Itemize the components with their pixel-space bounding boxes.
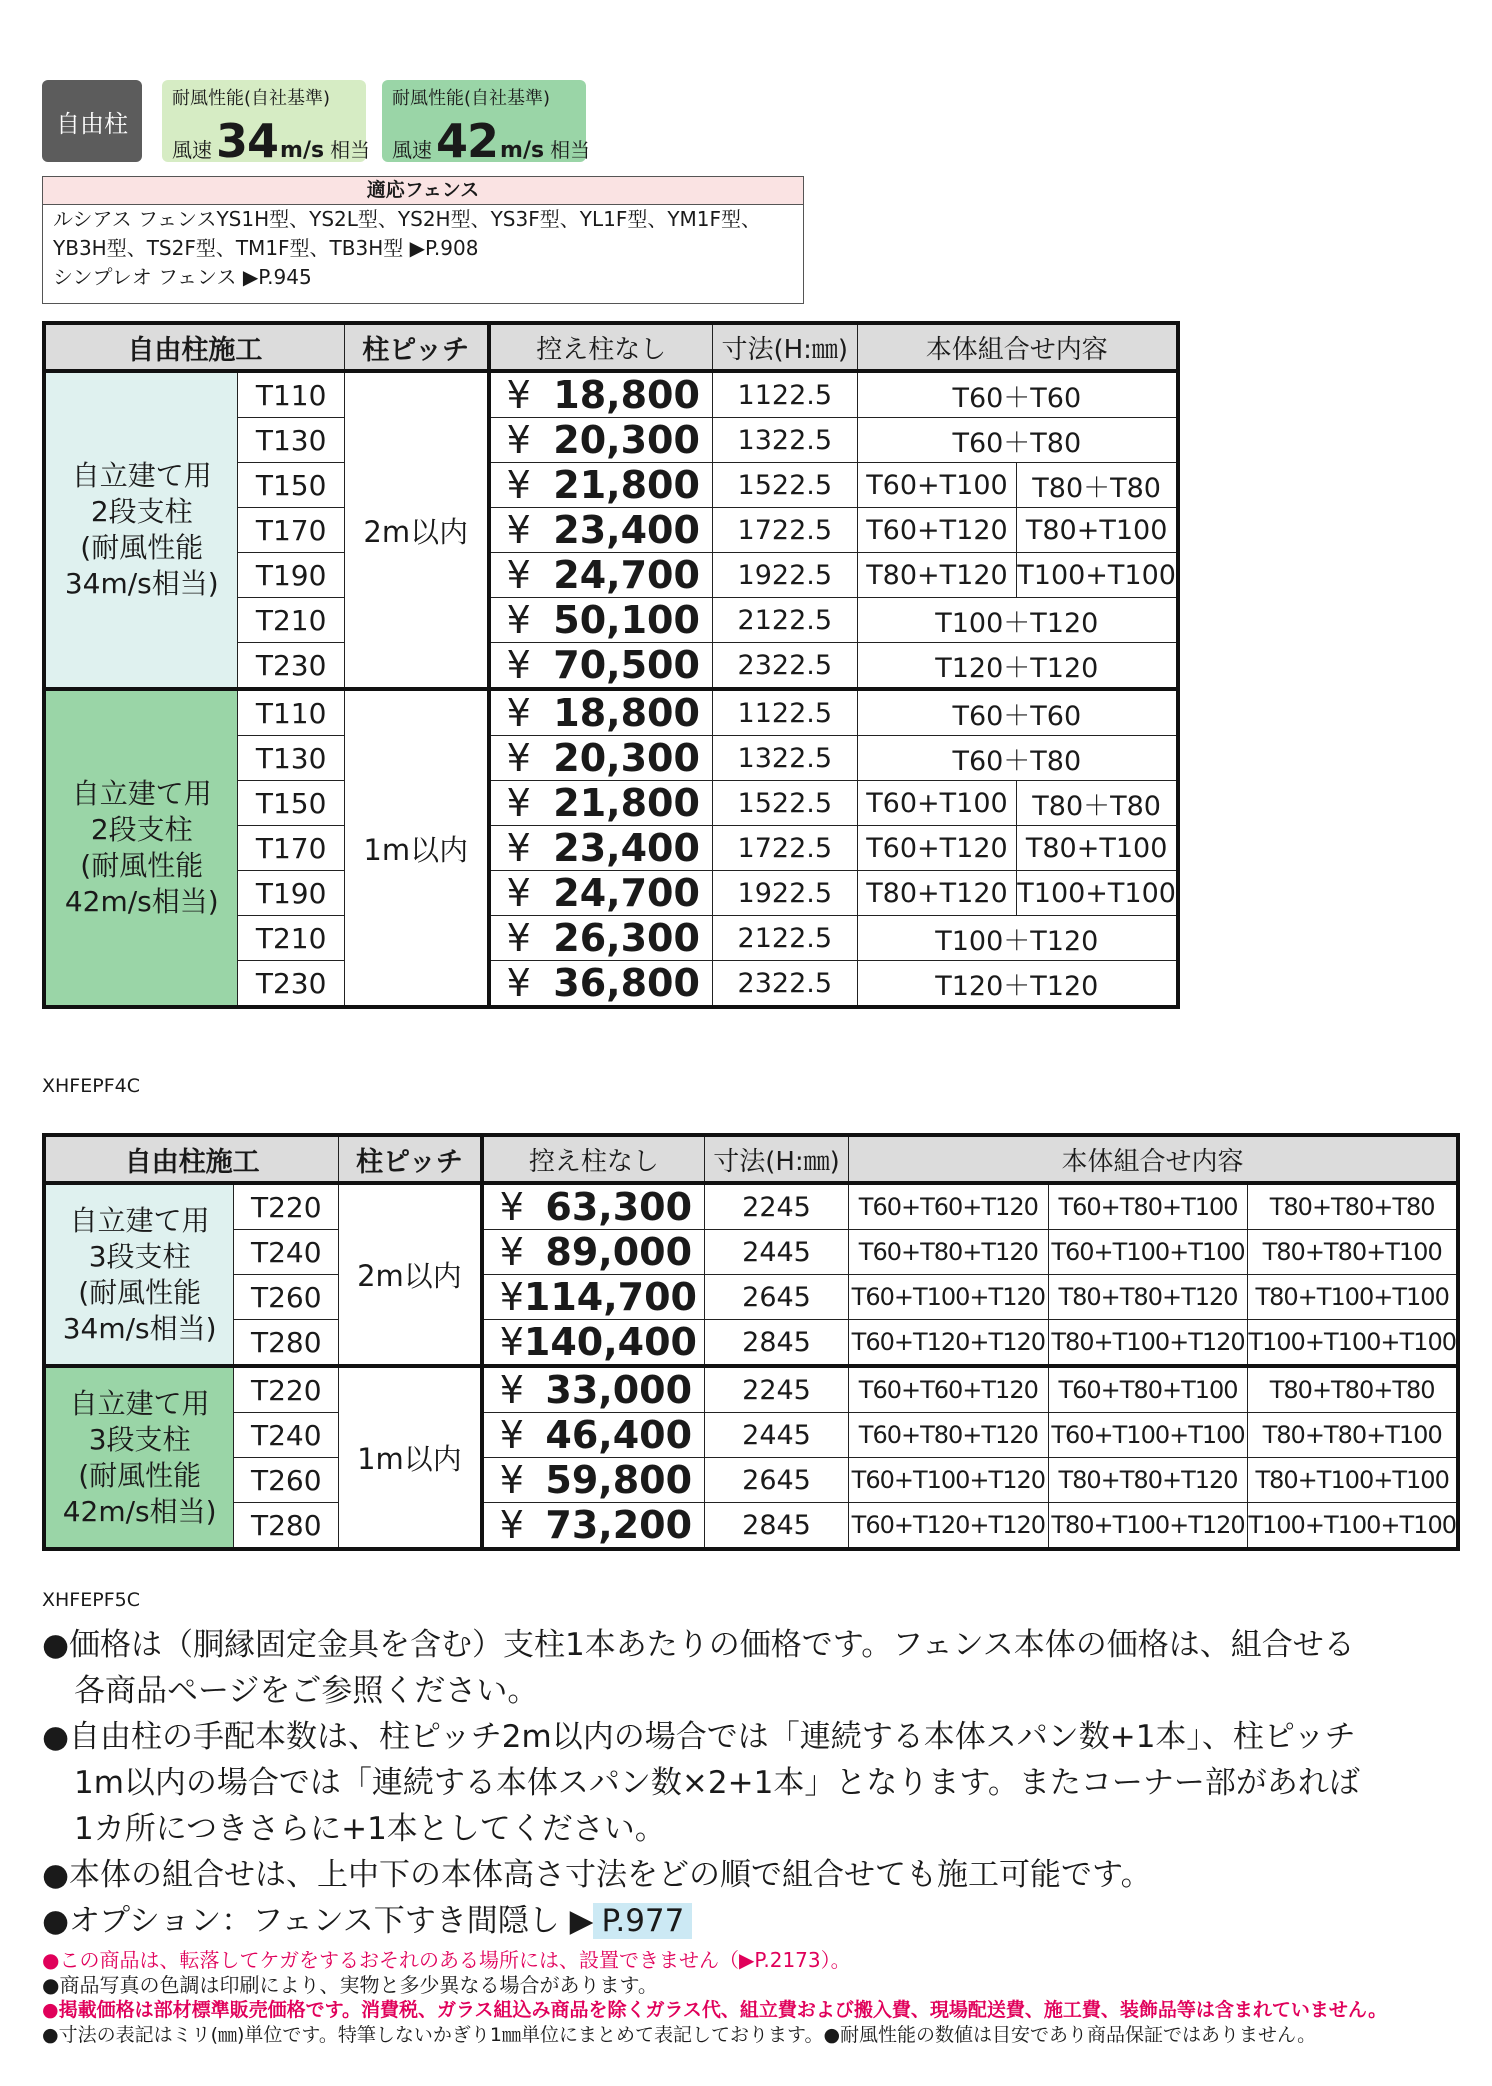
category-cell [44,1183,234,1366]
combination-cell: T80+T100 [1017,826,1178,871]
combination-cell: T60+T100 [857,781,1017,826]
yen-symbol: ¥ [506,508,531,552]
combination-cell: T80+T100+T100 [1248,1275,1458,1320]
combination-cell: T60＋T60 [857,371,1178,418]
yen-symbol: ¥ [506,691,531,735]
price-value: 73,200 [545,1503,693,1547]
applicable-fence-box [42,176,804,304]
model-cell: T260 [234,1458,339,1503]
note-line: 1m以内の場合では「連続する本体スパン数×2+1本」となります。またコーナー部があれば [74,1765,1360,1801]
combination-cell: T60+T100+T100 [1048,1230,1248,1275]
category-cell [44,1366,234,1549]
note-line: ●本体の組合せは、上中下の本体高さ寸法をどの順で組合せても施工可能です。 [42,1857,1152,1893]
header-pitch: 柱ピッチ [339,1135,482,1183]
wind-42-value: 42 [436,114,499,168]
category-line: (耐風性能 [78,1275,202,1309]
dimension-cell: 1522.5 [712,463,857,508]
price-cell [489,736,713,781]
yen-symbol: ¥ [506,916,531,960]
note-quantity [42,1714,1360,1852]
dimension-cell: 1722.5 [712,826,857,871]
wind-42-prefix: 風速 [392,138,432,162]
yen-symbol: ¥ [506,736,531,780]
price-value: 23,400 [553,508,700,552]
price-table-3-tier [42,1133,1460,1551]
combination-cell: T60+T120+T120 [849,1320,1049,1367]
dimension-cell: 1722.5 [712,508,857,553]
combination-cell: T80+T80+T120 [1048,1275,1248,1320]
table-row [44,1413,1458,1458]
category-line: 42m/s相当) [64,885,219,918]
applicable-fence-header: 適応フェンス [43,177,803,205]
yen-symbol: ¥ [506,598,531,642]
note-line: 1カ所につきさらに+1本としてください。 [74,1811,666,1847]
table-row [44,1230,1458,1275]
dimension-cell: 1322.5 [712,736,857,781]
combination-cell: T60+T80+T120 [849,1413,1049,1458]
pitch-cell: 1m以内 [344,689,488,1007]
header-combination: 本体組合せ内容 [857,323,1178,371]
price-value: 20,300 [553,736,700,780]
category-line: 2段支柱 [90,813,193,846]
combination-cell: T60+T60+T120 [849,1366,1049,1413]
combination-cell: T120＋T120 [857,961,1178,1008]
yen-symbol: ¥ [499,1185,524,1229]
model-cell: T110 [238,371,344,418]
model-cell: T130 [238,418,344,463]
price-cell [489,826,713,871]
price-cell [489,371,713,418]
combination-cell: T80+T100+T100 [1248,1458,1458,1503]
price-value: 140,400 [523,1320,697,1364]
yen-symbol: ¥ [506,373,531,417]
wind-42-badge [382,80,591,168]
price-cell [482,1230,705,1275]
header-dimension: 寸法(H:㎜) [712,323,857,371]
dimension-cell: 2645 [705,1275,849,1320]
combination-cell: T60+T120+T120 [849,1503,1049,1550]
price-value: 21,800 [553,463,700,507]
price-value: 70,500 [553,643,700,687]
model-cell: T190 [238,871,344,916]
wind-42-suffix: 相当 [550,138,591,162]
price-value: 23,400 [553,826,700,870]
price-cell [489,689,713,736]
category-cell [44,371,238,689]
wind-34-suffix: 相当 [330,138,371,162]
category-cell [44,689,238,1007]
table-row [44,689,1178,736]
table-row [44,1503,1458,1550]
combination-cell: T60+T80+T120 [849,1230,1049,1275]
model-cell: T170 [238,826,344,871]
category-line: 34m/s相当) [64,567,219,600]
combination-cell: T80＋T80 [1017,781,1178,826]
price-cell [489,418,713,463]
fence-line: シンプレオ フェンス ▶P.945 [53,265,312,289]
model-cell: T210 [238,916,344,961]
price-value: 114,700 [523,1275,697,1319]
price-cell [482,1320,705,1367]
fence-line: ルシアス フェンスYS1H型、YS2L型、YS2H型、YS3F型、YL1F型、YM1F型、 [53,207,762,231]
category-line: 2段支柱 [90,495,193,528]
combination-cell: T60+T80+T100 [1048,1366,1248,1413]
price-cell [482,1503,705,1550]
price-value: 18,800 [553,373,700,417]
category-line: 自立建て用 [71,777,212,810]
category-line: (耐風性能 [80,849,204,882]
combination-cell: T80＋T80 [1017,463,1178,508]
option-text: ●オプション：フェンス下すき間隠し ▶ [42,1903,594,1939]
combination-cell: T100＋T120 [857,916,1178,961]
wind-34-unit: m/s [280,138,325,163]
pitch-cell: 2m以内 [339,1183,482,1366]
table-row [44,1366,1458,1413]
model-cell: T230 [238,961,344,1008]
category-line: 3段支柱 [88,1422,191,1456]
category-line: 34m/s相当) [62,1311,217,1345]
yen-symbol: ¥ [506,553,531,597]
header-construction: 自由柱施工 [44,1135,339,1183]
dimension-cell: 2845 [705,1320,849,1367]
yen-symbol: ¥ [499,1458,524,1502]
note-line: ●価格は（胴縁固定金具を含む）支柱1本あたりの価格です。フェンス本体の価格は、組合せる [42,1627,1355,1663]
header-price: 控え柱なし [482,1135,705,1183]
combination-cell: T100＋T120 [857,598,1178,643]
combination-cell: T120＋T120 [857,643,1178,690]
yen-symbol: ¥ [506,463,531,507]
price-value: 59,800 [545,1458,693,1502]
combination-cell: T60＋T60 [857,689,1178,736]
combination-cell: T80+T80+T100 [1248,1230,1458,1275]
yen-symbol: ¥ [499,1413,524,1457]
combination-cell: T100+T100 [1017,553,1178,598]
warning-note: ●この商品は、転落してケガをするおそれのある場所には、設置できません（▶P.2173）。 [42,1948,851,1972]
price-value: 24,700 [553,871,700,915]
combination-cell: T80+T80+T80 [1248,1366,1458,1413]
model-cell: T260 [234,1275,339,1320]
color-note: ●商品写真の色調は印刷により、実物と多少異なる場合があります。 [42,1973,658,1997]
wind-34-badge [162,80,371,168]
price-cell [489,508,713,553]
note-price [42,1622,1355,1714]
yen-symbol: ¥ [506,418,531,462]
price-cell [482,1458,705,1503]
table-row [44,1275,1458,1320]
price-value: 21,800 [553,781,700,825]
note-line: 各商品ページをご参照ください。 [74,1673,539,1709]
dimension-cell: 1122.5 [712,689,857,736]
dimension-cell: 2322.5 [712,643,857,690]
dimension-cell: 2245 [705,1183,849,1230]
dimension-cell: 1322.5 [712,418,857,463]
wind-42-unit: m/s [500,138,545,163]
combination-cell: T80+T120 [857,553,1017,598]
yen-symbol: ¥ [506,781,531,825]
category-line: (耐風性能 [80,531,204,564]
free-post-badge: 自由柱 [42,80,142,162]
combination-cell: T60+T100 [857,463,1017,508]
price-value: 50,100 [553,598,700,642]
combination-cell: T80+T100+T120 [1048,1320,1248,1367]
model-cell: T150 [238,463,344,508]
dimension-cell: 2445 [705,1413,849,1458]
combination-cell: T80+T80+T120 [1048,1458,1248,1503]
price-value: 20,300 [553,418,700,462]
dimension-cell: 1922.5 [712,553,857,598]
dimension-cell: 1522.5 [712,781,857,826]
category-line: 自立建て用 [69,1203,210,1237]
price-cell [489,463,713,508]
header-price: 控え柱なし [489,323,713,371]
price-table-2-tier [42,321,1180,1009]
yen-symbol: ¥ [499,1368,524,1412]
model-cell: T150 [238,781,344,826]
wind-34-prefix: 風速 [172,138,212,162]
yen-symbol: ¥ [499,1275,524,1319]
combination-cell: T60+T60+T120 [849,1183,1049,1230]
combination-cell: T100+T100 [1017,871,1178,916]
header-construction: 自由柱施工 [44,323,344,371]
category-line: 自立建て用 [69,1386,210,1420]
price-cell [482,1183,705,1230]
dimension-cell: 2322.5 [712,961,857,1008]
dimension-cell: 2445 [705,1230,849,1275]
combination-cell: T100+T100+T100 [1248,1503,1458,1550]
fence-line: YB3H型、TS2F型、TM1F型、TB3H型 ▶P.908 [53,236,479,260]
price-cell [482,1413,705,1458]
price-value: 89,000 [545,1230,693,1274]
price-disclaimer: ●掲載価格は部材標準販売価格です。消費税、ガラス組込み商品を除くガラス代、組立費および搬入費、現場配送費、施工費、装飾品等は含まれていません。 [42,1999,1388,2021]
price-cell [489,643,713,690]
table-row [44,1183,1458,1230]
combination-cell: T80+T80+T80 [1248,1183,1458,1230]
combination-cell: T100+T100+T100 [1248,1320,1458,1367]
combination-cell: T60＋T80 [857,736,1178,781]
table-row [44,371,1178,418]
combination-cell: T60+T100+T100 [1048,1413,1248,1458]
category-line: 自立建て用 [71,459,212,492]
header-combination: 本体組合せ内容 [849,1135,1459,1183]
table-row [44,1458,1458,1503]
model-cell: T130 [238,736,344,781]
model-cell: T240 [234,1413,339,1458]
yen-symbol: ¥ [499,1503,524,1547]
note-line: ●自由柱の手配本数は、柱ピッチ2m以内の場合では「連続する本体スパン数+1本」、柱ピッチ [42,1719,1356,1755]
yen-symbol: ¥ [506,643,531,687]
model-cell: T220 [234,1183,339,1230]
price-cell [482,1366,705,1413]
price-cell [489,553,713,598]
header-row [44,1135,1458,1183]
model-cell: T110 [238,689,344,736]
wind-34-value: 34 [216,114,279,168]
table-row [44,1320,1458,1367]
category-line: 3段支柱 [88,1239,191,1273]
price-value: 33,000 [545,1368,693,1412]
note-combination [42,1852,1152,1898]
price-value: 26,300 [553,916,700,960]
header-dimension: 寸法(H:㎜) [705,1135,849,1183]
price-value: 18,800 [553,691,700,735]
price-cell [482,1275,705,1320]
note-option [42,1898,692,1944]
combination-cell: T80+T100+T120 [1048,1503,1248,1550]
dimension-cell: 1122.5 [712,371,857,418]
yen-symbol: ¥ [506,826,531,870]
wind-34-title: 耐風性能(自社基準) [172,88,331,109]
table1-code: XHFEPF4C [42,1075,140,1097]
wind-42-title: 耐風性能(自社基準) [392,88,551,109]
yen-symbol: ¥ [499,1230,524,1274]
yen-symbol: ¥ [499,1320,524,1364]
model-cell: T240 [234,1230,339,1275]
pitch-cell: 2m以内 [344,371,488,689]
combination-cell: T60+T100+T120 [849,1275,1049,1320]
dimension-cell: 1922.5 [712,871,857,916]
header-pitch: 柱ピッチ [344,323,488,371]
price-cell [489,961,713,1008]
dimension-cell: 2122.5 [712,598,857,643]
dimension-note: ●寸法の表記はミリ(㎜)単位です。特筆しないかぎり1㎜単位にまとめて表記しております。●耐風性能の数値は目安であり商品保証ではありません。 [42,2024,1317,2046]
combination-cell: T80+T100 [1017,508,1178,553]
price-cell [489,916,713,961]
price-cell [489,871,713,916]
dimension-cell: 2122.5 [712,916,857,961]
model-cell: T280 [234,1503,339,1550]
model-cell: T210 [238,598,344,643]
combination-cell: T80+T80+T100 [1248,1413,1458,1458]
dimension-cell: 2845 [705,1503,849,1550]
dimension-cell: 2245 [705,1366,849,1413]
price-value: 24,700 [553,553,700,597]
model-cell: T220 [234,1366,339,1413]
table2-code: XHFEPF5C [42,1589,140,1611]
yen-symbol: ¥ [506,961,531,1005]
category-line: 42m/s相当) [62,1494,217,1528]
model-cell: T230 [238,643,344,690]
category-line: (耐風性能 [78,1458,202,1492]
model-cell: T190 [238,553,344,598]
model-cell: T170 [238,508,344,553]
pitch-cell: 1m以内 [339,1366,482,1549]
header-row [44,323,1178,371]
price-value: 36,800 [553,961,700,1005]
combination-cell: T80+T120 [857,871,1017,916]
combination-cell: T60+T120 [857,508,1017,553]
price-value: 46,400 [545,1413,693,1457]
model-cell: T280 [234,1320,339,1367]
price-cell [489,781,713,826]
combination-cell: T60+T120 [857,826,1017,871]
option-link[interactable]: P.977 [593,1903,692,1939]
combination-cell: T60＋T80 [857,418,1178,463]
dimension-cell: 2645 [705,1458,849,1503]
combination-cell: T60+T80+T100 [1048,1183,1248,1230]
combination-cell: T60+T100+T120 [849,1458,1049,1503]
price-cell [489,598,713,643]
yen-symbol: ¥ [506,871,531,915]
price-value: 63,300 [545,1185,693,1229]
